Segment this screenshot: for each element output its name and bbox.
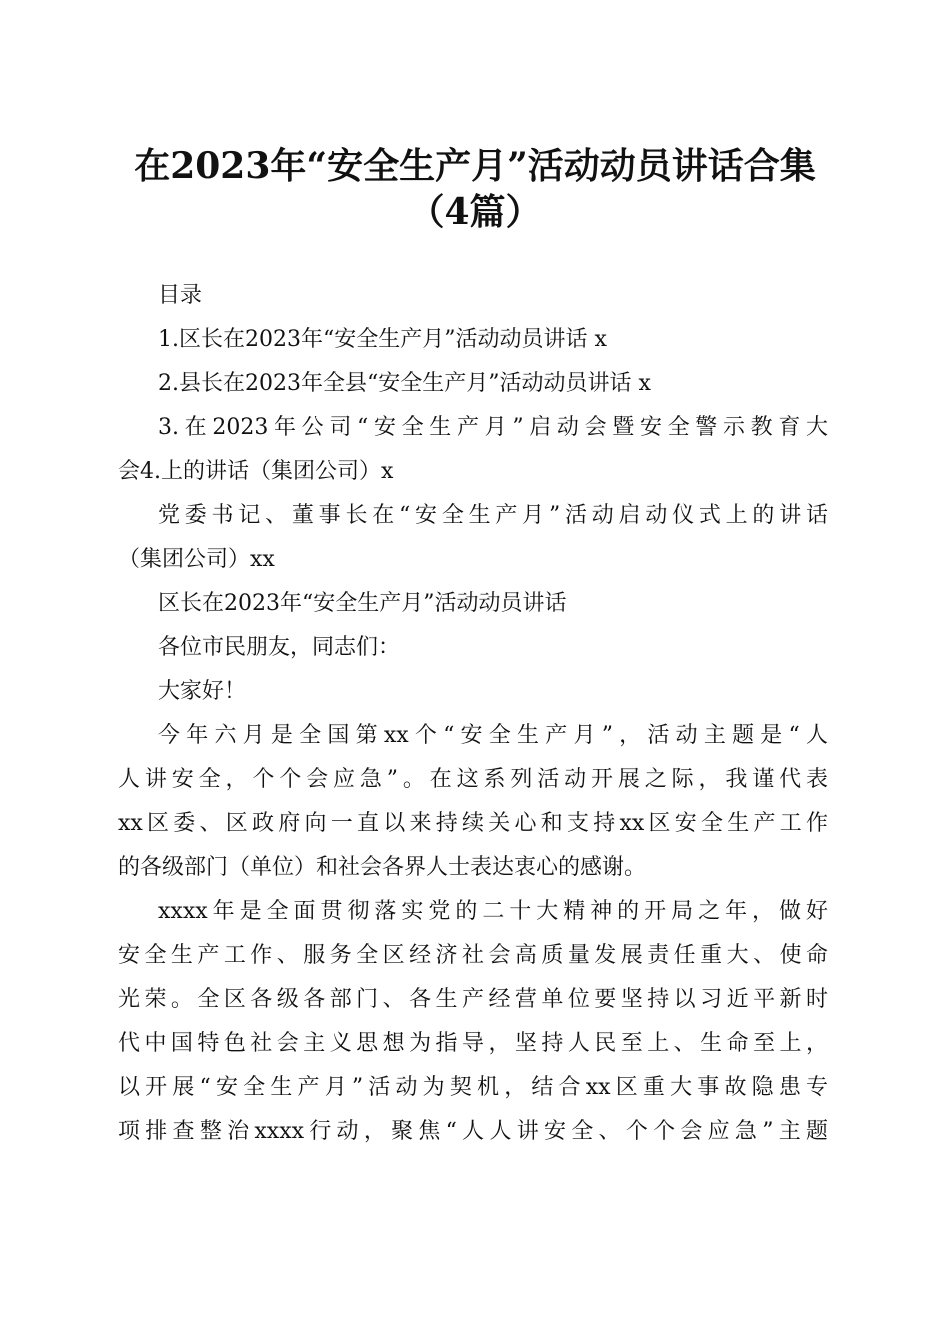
- paragraph-1-line: 今年六月是全国第xx个“安全生产月”，活动主题是“人: [158, 723, 828, 748]
- document-body: [118, 274, 828, 1154]
- toc-item-3-line-1: 3.在2023年公司“安全生产月”启动会暨安全警示教育大: [158, 415, 828, 440]
- paragraph-2-line: 以开展“安全生产月”活动为契机，结合xx区重大事故隐患专: [118, 1075, 828, 1100]
- speech-heading: 区长在2023年“安全生产月”活动动员讲话: [158, 591, 567, 616]
- toc-heading: 目录: [158, 283, 203, 308]
- paragraph-2-line: 代中国特色社会主义思想为指导，坚持人民至上、生命至上，: [118, 1031, 828, 1056]
- document-title-line-1: 在2023年“安全生产月”活动动员讲话合集: [134, 145, 816, 187]
- speech-greeting: 大家好！: [158, 679, 247, 704]
- paragraph-1-line: xx区委、区政府向一直以来持续关心和支持xx区安全生产工作: [118, 811, 828, 836]
- paragraph-1-line: 人讲安全，个个会应急”。在这系列活动开展之际，我谨代表: [118, 767, 828, 792]
- paragraph-2-line: 安全生产工作、服务全区经济社会高质量发展责任重大、使命: [118, 943, 828, 968]
- paragraph-2-line: xxxx年是全面贯彻落实党的二十大精神的开局之年，做好: [158, 899, 828, 924]
- toc-item-4-line-2: （集团公司）xx: [118, 547, 275, 572]
- toc-item-1: 1.区长在2023年“安全生产月”活动动员讲话 x: [158, 327, 607, 352]
- toc-item-3-line-2: 会4.上的讲话（集团公司）x: [118, 459, 394, 484]
- toc-item-4-line-1: 党委书记、董事长在“安全生产月”活动启动仪式上的讲话: [158, 503, 828, 528]
- document-title-line-2: （4篇）: [408, 191, 542, 233]
- paragraph-2-line: 项排查整治xxxx行动，聚焦“人人讲安全、个个会应急”主题: [118, 1119, 828, 1144]
- toc-item-2: 2.县长在2023年全县“安全生产月”活动动员讲话 x: [158, 371, 651, 396]
- paragraph-1-line: 的各级部门（单位）和社会各界人士表达衷心的感谢。: [118, 855, 647, 880]
- speech-salutation: 各位市民朋友，同志们：: [158, 635, 401, 660]
- paragraph-2-line: 光荣。全区各级各部门、各生产经营单位要坚持以习近平新时: [118, 987, 828, 1012]
